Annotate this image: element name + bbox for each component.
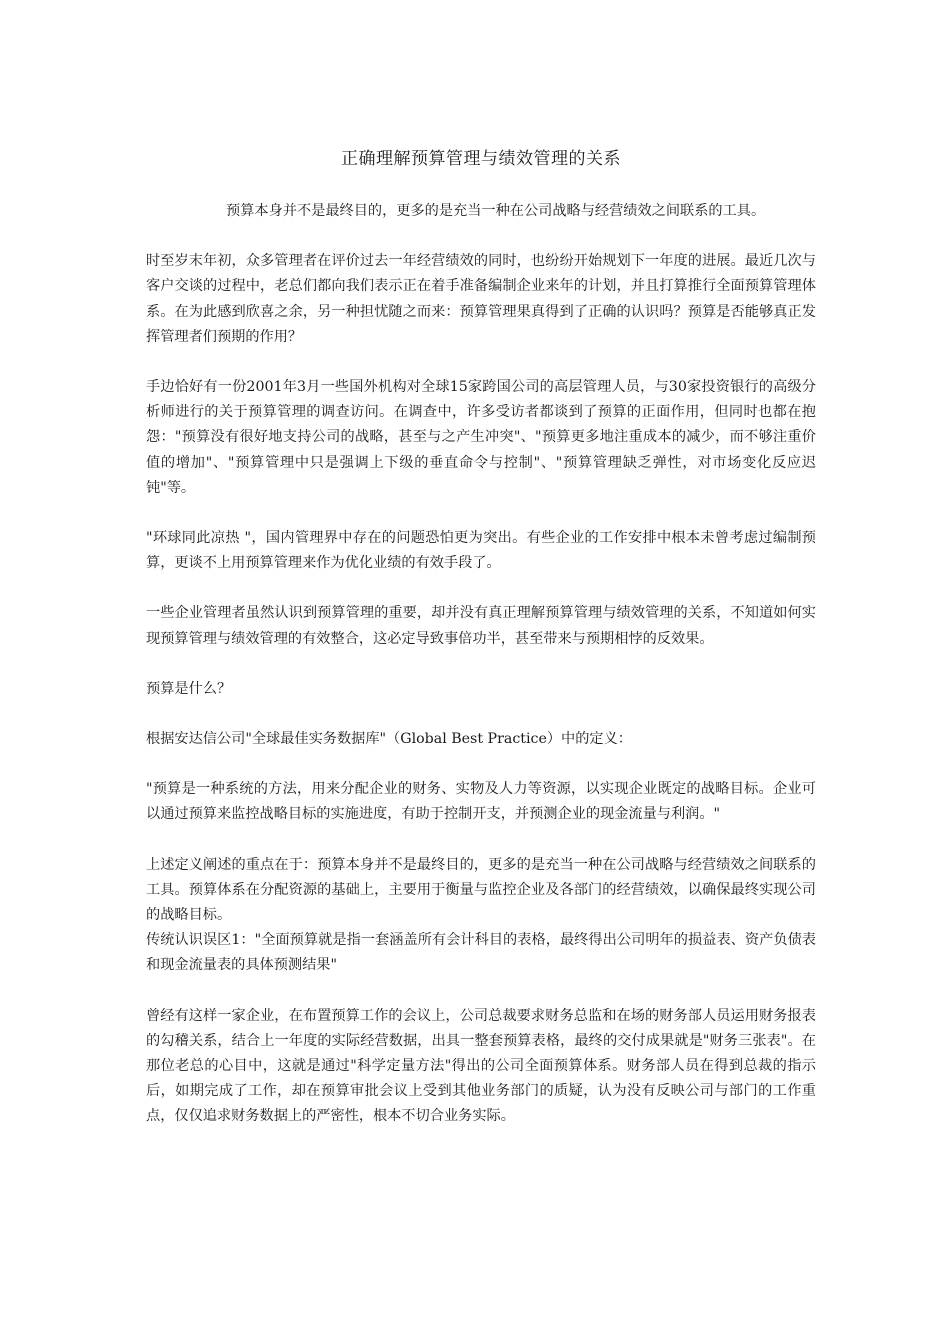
paragraph-definition-focus: 上述定义阐述的重点在于：预算本身并不是最终目的，更多的是充当一种在公司战略与经营绩效之间联系的工具。预算体系在分配资源的基础上，主要用于衡量与监控企业及各部门的经营绩效，以确保最终实现公司的战略目标。 [146,856,816,924]
document-page [146,145,816,1155]
paragraph-misconception-1: 传统认识误区1："全面预算就是指一套涵盖所有会计科目的表格，最终得出公司明年的损益表、资产负债表和现金流量表的具体预测结果" [146,932,816,974]
paragraph-lead: 预算本身并不是最终目的，更多的是充当一种在公司战略与经营绩效之间联系的工具。 [226,203,766,219]
paragraph-domestic: "环球同此凉热 "，国内管理界中存在的问题恐怕更为突出。有些企业的工作安排中根本未曾考虑过编制预算，更谈不上用预算管理来作为优化业绩的有效手段了。 [146,530,816,572]
paragraph-definition-quote: "预算是一种系统的方法，用来分配企业的财务、实物及人力等资源，以实现企业既定的战略目标。企业可以通过预算来监控战略目标的实施进度，有助于控制开支，并预测企业的现金流量与利润。" [146,781,816,823]
document-title: 正确理解预算管理与绩效管理的关系 [341,149,621,169]
paragraph-year-end: 时至岁末年初，众多管理者在评价过去一年经营绩效的同时，也纷纷开始规划下一年度的进展。最近几次与客户交谈的过程中，老总们都向我们表示正在着手准备编制企业来年的计划，并且打算推行全面预算管理体系。在为此感到欣喜之余，另一种担忧随之而来：预算管理果真得到了正确的认识吗？预算是否能够真正发挥管理者们预期的作用？ [146,253,816,345]
section-heading-what-is-budget: 预算是什么？ [146,680,232,697]
paragraph-survey: 手边恰好有一份2001年3月一些国外机构对全球15家跨国公司的高层管理人员，与30家投资银行的高级分析师进行的关于预算管理的调查访问。在调查中，许多受访者都谈到了预算的正面作用，但同时也都在抱怨："预算没有很好地支持公司的战略，甚至与之产生冲突"、"预算更多地注重成本的减少，而不够注重价值的增加"、"预算管理中只是强调上下级的垂直命令与控制"、"预算管理缺乏弹性，对市场变化反应迟钝"等。 [146,379,816,496]
paragraph-case-example: 曾经有这样一家企业，在布置预算工作的会议上，公司总裁要求财务总监和在场的财务部人员运用财务报表的勾稽关系，结合上一年度的实际经营数据，出具一整套预算表格，最终的交付成果就是"财务三张表"。在那位老总的心目中，这就是通过"科学定量方法"得出的公司全面预算体系。财务部人员在得到总裁的指示后，如期完成了工作，却在预算审批会议上受到其他业务部门的质疑，认为没有反映公司与部门的工作重点，仅仅追求财务数据上的严密性，根本不切合业务实际。 [146,1007,816,1125]
paragraph-integration: 一些企业管理者虽然认识到预算管理的重要，却并没有真正理解预算管理与绩效管理的关系，不知道如何实现预算管理与绩效管理的有效整合，这必定导致事倍功半，甚至带来与预期相悖的反效果。 [146,605,816,647]
paragraph-definition-source: 根据安达信公司"全球最佳实务数据库"（Global Best Practice）中的定义： [146,731,632,748]
